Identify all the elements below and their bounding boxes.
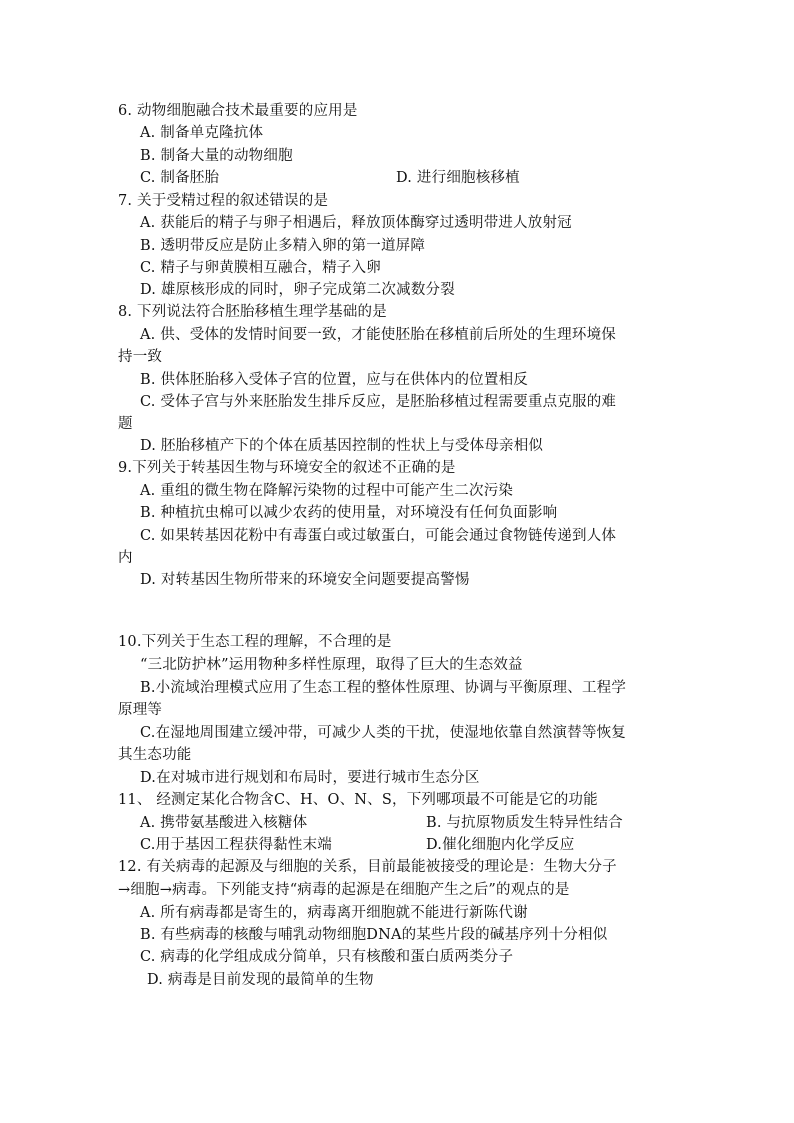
question-8-option-c: C. 受体子宫与外来胚胎发生排斥反应，是胚胎移植过程需要重点克服的难 bbox=[140, 394, 617, 410]
question-7-option-d: D. 雄原核形成的同时，卵子完成第二次减数分裂 bbox=[140, 282, 455, 298]
question-8-option-a: A. 供、受体的发情时间要一致，才能使胚胎在移植前后所处的生理环境保 bbox=[140, 327, 616, 343]
question-9-option-c-wrap: 内 bbox=[118, 550, 133, 566]
question-6-option-b: B. 制备大量的动物细胞 bbox=[140, 148, 293, 164]
question-12-option-c: C. 病毒的化学组成成分简单，只有核酸和蛋白质两类分子 bbox=[140, 949, 514, 965]
question-10-option-a: “三北防护林”运用物种多样性原理，取得了巨大的生态效益 bbox=[140, 657, 523, 673]
question-7-option-b: B. 透明带反应是防止多精入卵的第一道屏障 bbox=[140, 238, 426, 254]
question-11-option-d: D.催化细胞内化学反应 bbox=[426, 837, 575, 853]
question-11-option-c: C.用于基因工程获得黏性末端 bbox=[140, 837, 332, 853]
question-6-option-d: D. 进行细胞核移植 bbox=[396, 170, 520, 186]
question-9-option-d: D. 对转基因生物所带来的环境安全问题要提高警惕 bbox=[140, 572, 470, 588]
question-11-option-a: A. 携带氨基酸进入核糖体 bbox=[140, 815, 308, 831]
question-11-option-b: B. 与抗原物质发生特异性结合 bbox=[426, 815, 623, 831]
question-12-option-b: B. 有些病毒的核酸与哺乳动物细胞DNA的某些片段的碱基序列十分相似 bbox=[140, 927, 608, 943]
question-12-option-a: A. 所有病毒都是寄生的，病毒离开细胞就不能进行新陈代谢 bbox=[140, 905, 528, 921]
question-9-option-c: C. 如果转基因花粉中有毒蛋白或过敏蛋白，可能会通过食物链传递到人体 bbox=[140, 528, 617, 544]
question-8-option-c-wrap: 题 bbox=[118, 416, 133, 432]
question-10-stem: 10.下列关于生态工程的理解，不合理的是 bbox=[118, 634, 392, 650]
question-10-option-c-wrap: 其生态功能 bbox=[118, 747, 192, 763]
question-6-stem: 6. 动物细胞融合技术最重要的应用是 bbox=[118, 103, 358, 119]
question-10-option-b-wrap: 原理等 bbox=[118, 702, 163, 718]
question-7-option-c: C. 精子与卵黄膜相互融合，精子入卵 bbox=[140, 260, 381, 276]
question-9-option-b: B. 种植抗虫棉可以减少农药的使用量，对环境没有任何负面影响 bbox=[140, 505, 558, 521]
question-9-option-a: A. 重组的微生物在降解污染物的过程中可能产生二次污染 bbox=[140, 483, 514, 499]
question-9-stem: 9.下列关于转基因生物与环境安全的叙述不正确的是 bbox=[118, 460, 456, 476]
question-8-stem: 8. 下列说法符合胚胎移植生理学基础的是 bbox=[118, 304, 387, 320]
question-6-option-a: A. 制备单克隆抗体 bbox=[140, 125, 264, 141]
question-10-option-c: C.在湿地周围建立缓冲带，可减少人类的干扰，使湿地依靠自然演替等恢复 bbox=[140, 725, 626, 741]
question-8-option-a-wrap: 持一致 bbox=[118, 349, 163, 365]
question-12-stem-wrap: →细胞→病毒。下列能支持“病毒的起源是在细胞产生之后”的观点的是 bbox=[118, 882, 570, 898]
question-12-option-d: D. 病毒是目前发现的最简单的生物 bbox=[147, 972, 374, 988]
question-10-option-b: B.小流域治理模式应用了生态工程的整体性原理、协调与平衡原理、工程学 bbox=[140, 680, 627, 696]
question-7-stem: 7. 关于受精过程的叙述错误的是 bbox=[118, 193, 329, 209]
question-6-option-c: C. 制备胚胎 bbox=[140, 170, 220, 186]
question-7-option-a: A. 获能后的精子与卵子相遇后，释放顶体酶穿过透明带进人放射冠 bbox=[140, 215, 572, 231]
question-11-stem: 11、 经测定某化合物含C、H、O、N、S，下列哪项最不可能是它的功能 bbox=[118, 792, 598, 808]
question-8-option-d: D. 胚胎移植产下的个体在质基因控制的性状上与受体母亲相似 bbox=[140, 438, 544, 454]
question-10-option-d: D.在对城市进行规划和布局时，要进行城市生态分区 bbox=[140, 770, 480, 786]
question-8-option-b: B. 供体胚胎移入受体子宫的位置，应与在供体内的位置相反 bbox=[140, 372, 528, 388]
question-12-stem: 12. 有关病毒的起源及与细胞的关系，目前最能被接受的理论是：生物大分子 bbox=[118, 859, 617, 875]
